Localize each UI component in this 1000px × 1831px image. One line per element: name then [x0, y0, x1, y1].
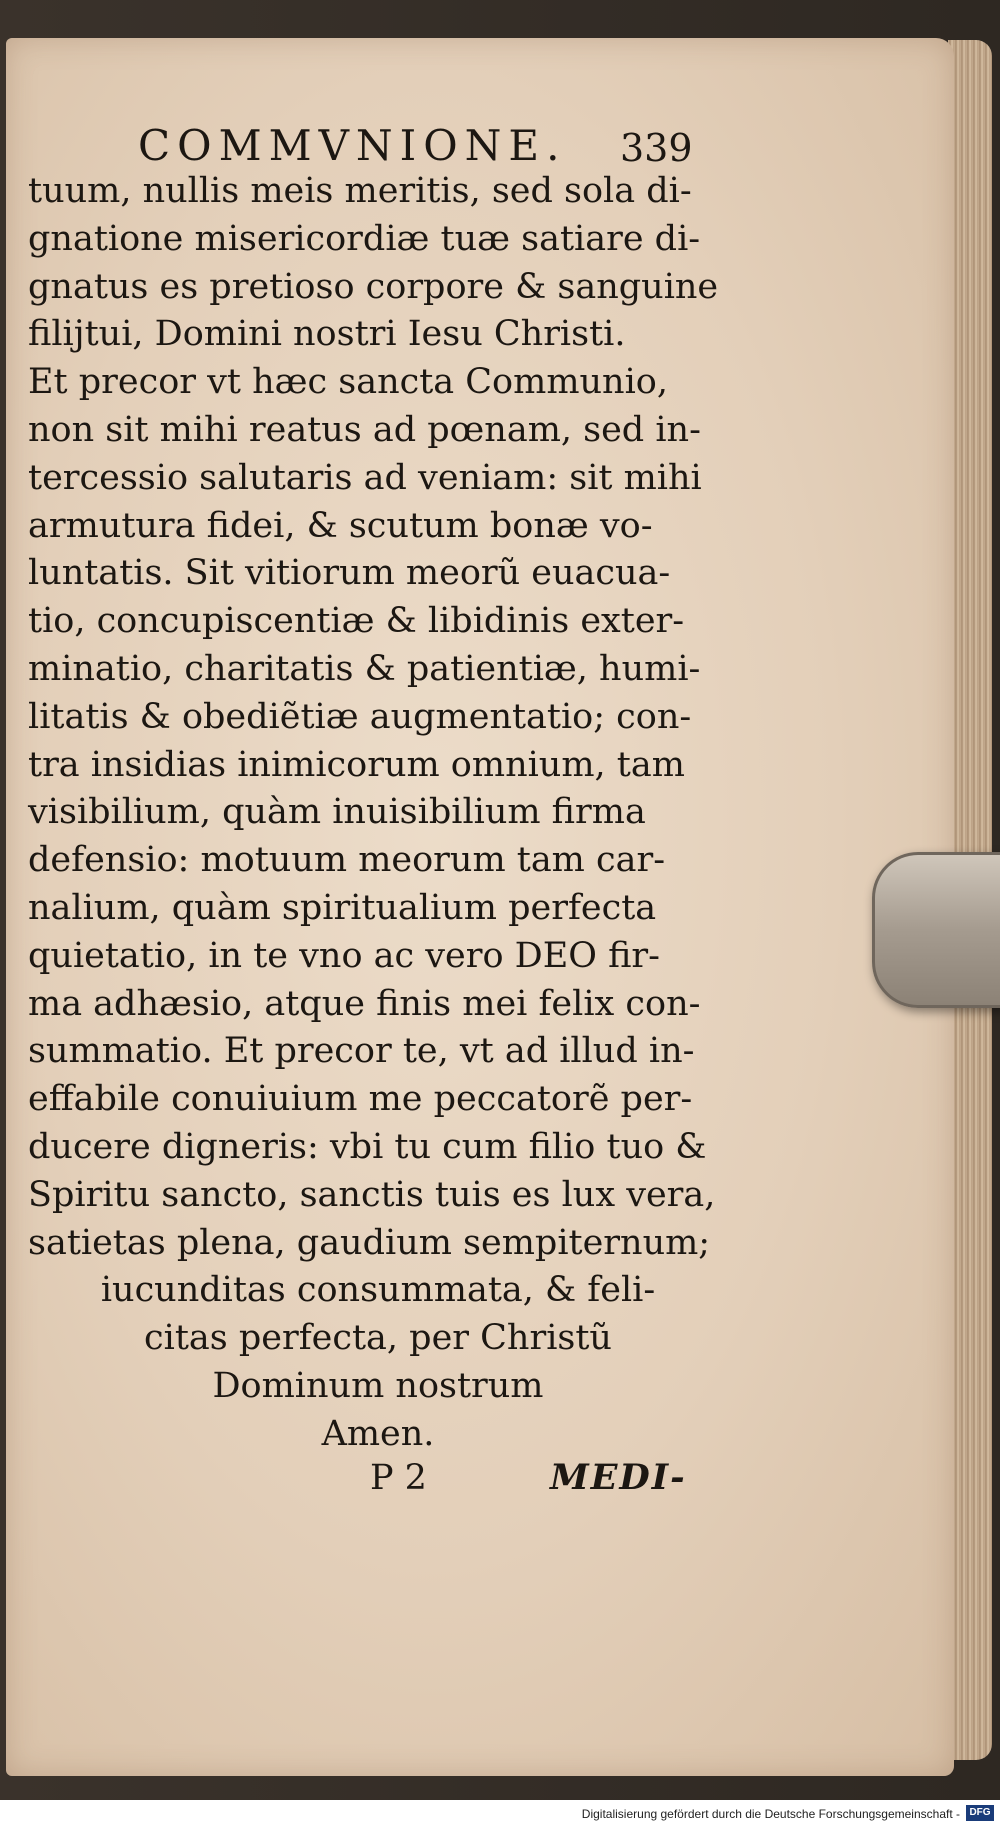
funding-note: Digitalisierung gefördert durch die Deutsche Forschungsgemeinschaft -	[581, 1807, 960, 1821]
page-footer	[370, 1453, 710, 1503]
text-line: filijtui, Domini nostri Iesu Christi.	[28, 314, 626, 355]
text-line: Spiritu sancto, sanctis tuis es lux vera,	[28, 1174, 716, 1215]
text-line-centered: citas perfecta, per Christũ	[144, 1318, 612, 1359]
funding-bar	[0, 1800, 1000, 1831]
text-line-centered: Dominum nostrum	[212, 1365, 544, 1406]
body-text	[28, 168, 728, 1459]
text-line: non sit mihi reatus ad pœnam, sed in-	[28, 409, 701, 450]
text-line: ma adhæsio, atque finis mei felix con-	[28, 983, 701, 1024]
running-title: COMMVNIONE.	[138, 121, 567, 170]
text-line: gnatione misericordiæ tuæ satiare di-	[28, 218, 701, 259]
text-line: visibilium, quàm inuisibilium firma	[28, 792, 646, 833]
text-line-centered: iucunditas consummata, & feli-	[100, 1270, 656, 1311]
catchword: MEDI-	[550, 1457, 687, 1498]
text-line: gnatus es pretioso corpore & sanguine	[28, 266, 719, 307]
page-number: 339	[620, 126, 693, 170]
text-line: effabile conuiuium me peccatorẽ per-	[28, 1079, 693, 1120]
dfg-logo-icon: DFG	[966, 1805, 994, 1821]
text-line: quietatio, in te vno ac vero DEO fir-	[28, 935, 660, 976]
page-clip	[872, 852, 1000, 1008]
text-line: nalium, quàm spiritualium perfecta	[28, 887, 657, 928]
text-line: litatis & obediẽtiæ augmentatio; con-	[28, 696, 692, 737]
text-line: tercessio salutaris ad veniam: sit mihi	[28, 457, 702, 498]
text-line: tra insidias inimicorum omnium, tam	[28, 744, 685, 785]
text-line: ducere digneris: vbi tu cum filio tuo &	[28, 1126, 707, 1167]
text-line: satietas plena, gaudium sempiternum;	[28, 1222, 711, 1263]
signature-mark: P 2	[370, 1458, 427, 1498]
text-line: tuum, nullis meis meritis, sed sola di-	[28, 171, 692, 211]
page-header	[138, 118, 718, 174]
text-line: summatio. Et precor te, vt ad illud in-	[28, 1031, 695, 1072]
text-line: defensio: motuum meorum tam car-	[28, 840, 666, 881]
text-line: luntatis. Sit vitiorum meorũ euacua-	[28, 553, 671, 594]
text-line: tio, concupiscentiæ & libidinis exter-	[28, 601, 685, 642]
text-line: armutura fidei, & scutum bonæ vo-	[28, 505, 653, 546]
text-line: minatio, charitatis & patientiæ, humi-	[28, 648, 701, 689]
text-line: Et precor vt hæc sancta Communio,	[28, 362, 668, 403]
text-line-centered: Amen.	[321, 1413, 435, 1454]
